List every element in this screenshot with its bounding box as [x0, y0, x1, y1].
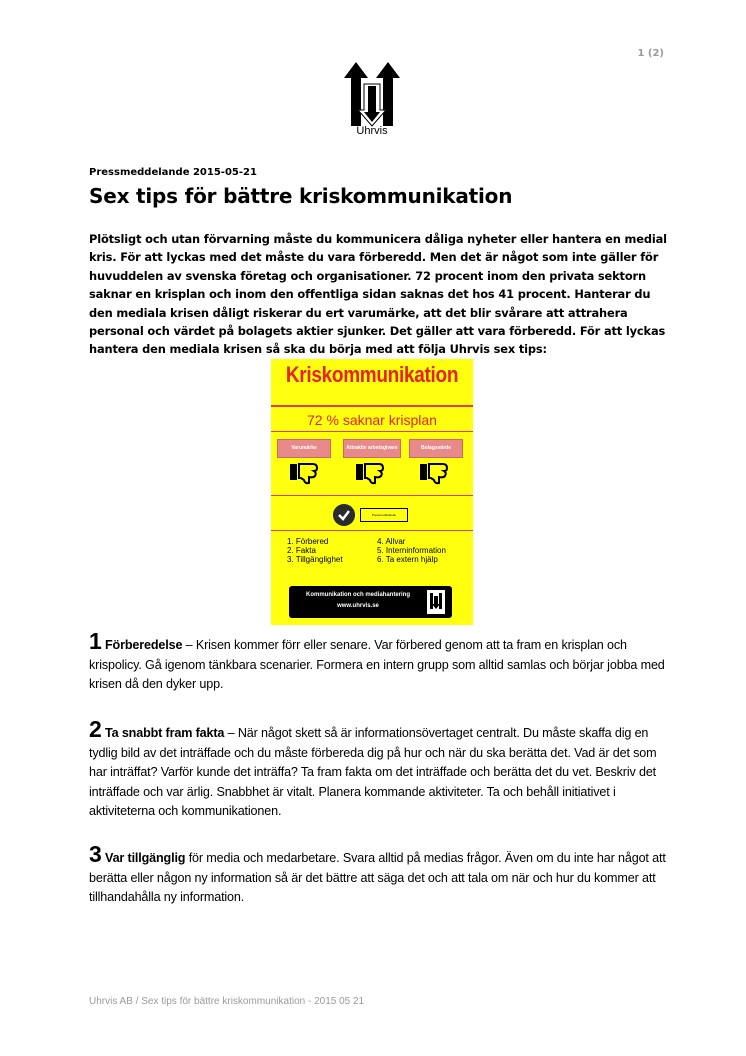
tips-list-left	[287, 537, 343, 564]
tip-number: 3	[89, 841, 102, 867]
tag-company-value: Bolagsvärde	[409, 439, 463, 458]
list-item: 1. Förbered	[287, 537, 329, 546]
tip-text: – Krisen kommer förr eller senare. Var förbered genom att ta fram en krisplan och krispolicy. Gå igenom tänkbara scenarier. Formera en intern grupp som alltid samlas och börjar jobba med krisen då den dyker upp.	[89, 638, 665, 692]
page-title: Sex tips för bättre kriskommunikation	[89, 184, 513, 208]
tip-number: 1	[89, 628, 102, 654]
tag-employer: Attraktiv arbetsgivare	[343, 439, 401, 458]
press-release-date: Pressmeddelande 2015-05-21	[89, 167, 257, 178]
divider	[271, 530, 473, 531]
tip-text: för media och medarbetare. Svara alltid på medias frågor. Även om du inte har något att berätta eller någon ny information så är det bättre att säga det och att tala om när och hur du kommer att tillhandahålla ny information.	[89, 851, 666, 905]
tip-number: 2	[89, 716, 102, 742]
thumbs-down-icon	[419, 461, 449, 485]
thumbs-down-icon	[355, 461, 385, 485]
logo-text: Uhrvis	[356, 125, 388, 137]
tip-text: – När något skett så är informationsövertaget centralt. Du måste skaffa dig en tydlig bild av det inträffade och du måste förbereda dig på hur och när du ska berätta det. Vad är det som har inträffat? Varför kunde det inträffa? Ta fram fakta om det inträffade och berätta det du vet. Beskriv det inträffade och var ärlig. Snabbhet är vitalt. Planera kommande aktiviteter. Ta och behåll initiativet i aktiviteterna och kommunikationen.	[89, 726, 657, 819]
tip-section	[89, 628, 669, 695]
infographic-footer	[289, 586, 452, 618]
tips-list-right	[377, 537, 446, 564]
page-number: 1 (2)	[637, 48, 664, 59]
tag-brand: Varumärke	[277, 439, 331, 458]
divider	[271, 405, 473, 407]
page-footer: Uhrvis AB / Sex tips för bättre kriskommunikation - 2015 05 21	[89, 996, 365, 1007]
list-item: 4. Allvar	[377, 537, 406, 546]
tip-section	[89, 841, 669, 908]
infographic-heading: Kriskommunikation	[285, 363, 459, 388]
footer-url: www.uhrvis.se	[337, 603, 379, 609]
uhrvis-logo-icon	[427, 590, 445, 614]
divider	[271, 431, 473, 432]
list-item: 6. Ta extern hjälp	[377, 555, 438, 564]
infographic-stat: 72 % saknar krisplan	[307, 412, 437, 428]
list-item: 5. Interninformation	[377, 546, 446, 555]
lead-paragraph: Plötsligt och utan förvarning måste du kommunicera dåliga nyheter eller hantera en medial kris. För att lyckas med det måste du vara förberedd. Men det är något som inte gäller för huvuddelen av svenska företag och organisationer. 72 procent inom den privata sektorn saknar en krisplan och inom den offentliga sidan saknas det hos 41 procent. Hanterar du den mediala krisen dåligt riskerar du ert varumärke, att det blir svårare att attrahera personal och värdet på bolagets aktier sjunker. Det gäller att vara förberedd. För att lyckas hantera den mediala krisen så ska du börja med att följa Uhrvis sex tips:	[89, 232, 667, 357]
tip-heading: Var tillgänglig	[105, 851, 186, 865]
checkmark-icon	[333, 504, 355, 526]
list-item: 2. Fakta	[287, 546, 316, 555]
list-item: 3. Tillgänglighet	[287, 555, 343, 564]
crisis-infographic	[271, 359, 473, 625]
divider	[271, 495, 473, 496]
thumbs-down-icon	[289, 461, 319, 485]
press-release-button: Pressmeddelande	[360, 508, 408, 522]
tip-heading: Ta snabbt fram fakta	[105, 726, 225, 740]
footer-tagline: Kommunikation och mediahantering	[305, 592, 410, 598]
tip-heading: Förberedelse	[105, 638, 183, 652]
tip-section	[89, 716, 669, 822]
